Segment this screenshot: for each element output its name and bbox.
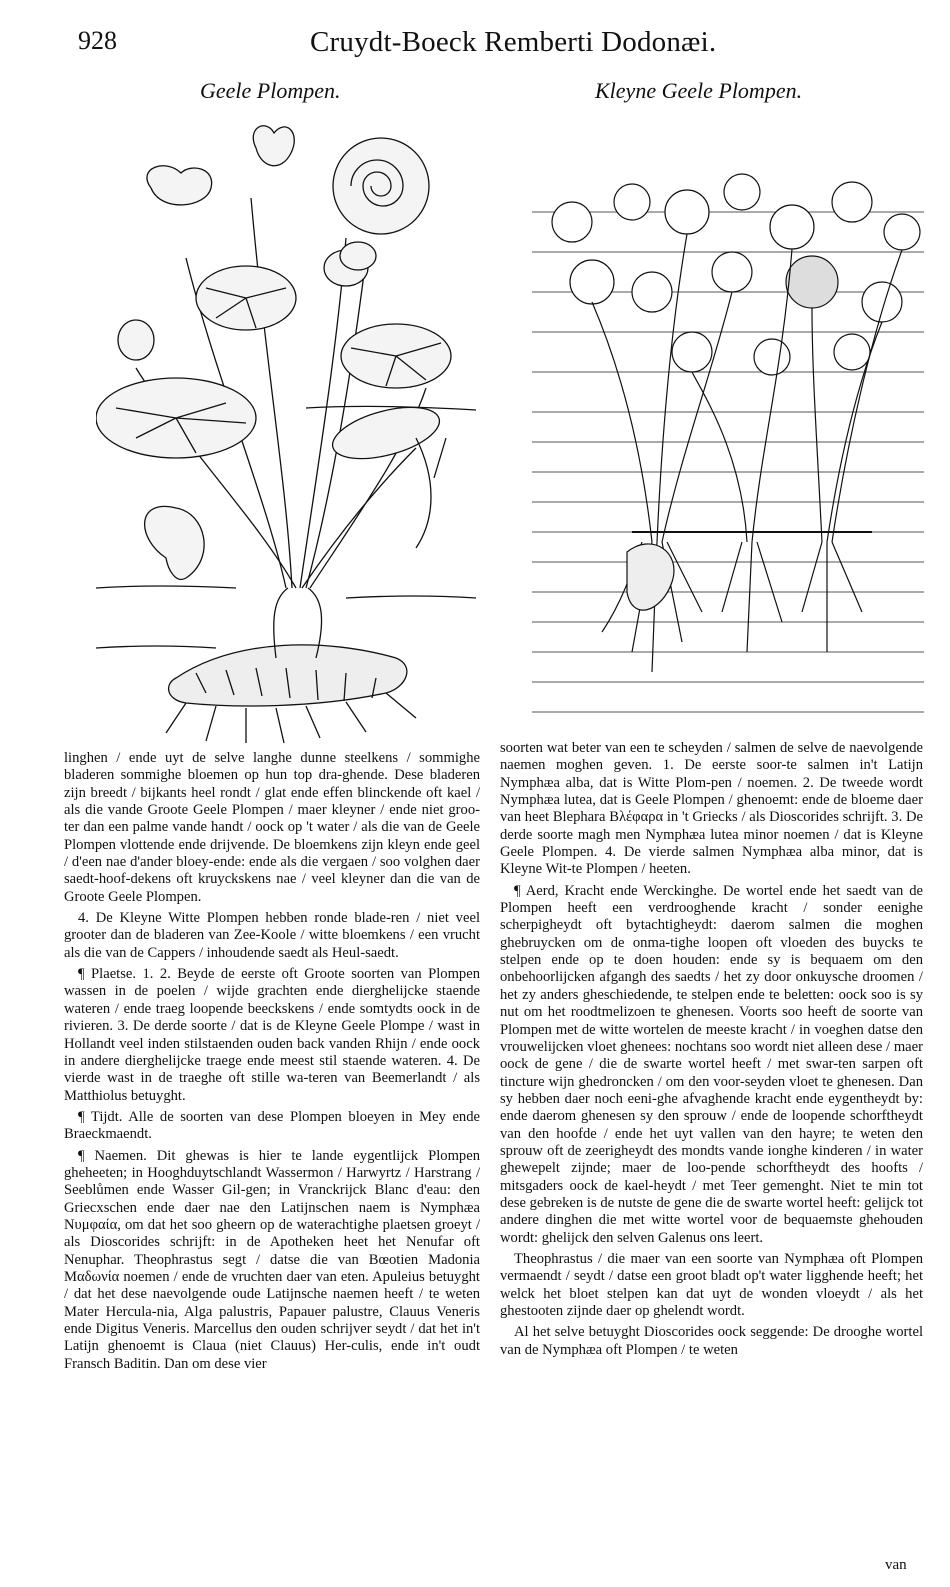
left-text-column	[64, 750, 480, 1377]
left-paragraph: linghen / ende uyt de selve langhe dunne steelkens / sommighe bladeren sommighe bloemen op hun top dra-ghende. Dese bladeren zijn breedt / bijkants heel rondt / glat ende effen blinckende oft kael / als die vande Groote Geele Plompen / maer kleyner / ende niet groo-ter dan een palme vande handt / oock op 't water / als die van de Geele Plompen vlottende ende drijvende. De bloemkens zijn kleyn ende geel / d'een nae d'ander bloey-ende: ende als die vergaen / soo volghen daer saedt-hoof-dekens oft kruyckskens nae / veel kleyner dan die van de Groote Geele Plompen.	[64, 750, 480, 905]
small-yellow-water-lily-illustration	[532, 172, 924, 718]
page-header	[0, 26, 950, 66]
right-paragraph: Al het selve betuyght Dioscorides oock seggende: De drooghe wortel van de Nymphæa oft Plompen / te weten	[500, 1324, 923, 1358]
right-figure-caption: Kleyne Geele Plompen.	[595, 78, 803, 103]
catchword: van	[885, 1557, 907, 1573]
right-paragraph: ¶ Aerd, Kracht ende Werckinghe. De wortel ende het saedt van de Plompen heeft een verdrooghende kracht / sonder eenighe scherpigheydt oft bytachtigheydt: daerom salmen die moghen ghebruycken om de onma-tighe loopen oft vloeden des buycks te stelpen ende op te doen houden: ende sy is bequaem om den onbehoorlijcken afgangh des saedts / het zy door onkuysche droomen / het zy anders gheschiedende, te stelpen ende te beletten: oock soo is sy nut om het roodtmelizoen te ghenesen. Voorts soo heeft de soorte van Plompen met de witte wortelen de meeste kracht / in voeghen datse den vrouwelijcken vloet ghenees: nochtans soo wordt niet alleen dese / maer oock de gene / die de swarte wortel heeft / met swar-ten sarpen oft tincture wijn ghedroncken / om den voor-seyden vloet te ghenesen. Dan sy hebben daer noch eeni-ghe afvaghende kracht ende eygentheydt by: ende daerom ghenesen sy den sprouw / ende de loopende schorftheydt van den hoofde / ende het uyt vallen van den hayre; te weten den sprouw oft de zeerigheydt des mondts vande ionghe kinderen / in water ghewepelt zijnde; maer de loo-pende schorftheydt des hoofts / mitsgaders oock de kael-heydt / met Teer gemenght. Niet te min tot dese gebreken is de nutste de gene die de swarte wortel heeft: gelijck tot andere dinghen die met witte wortel voor de bequaemste ghehouden wordt: ghelijck den selven Galenus ons leert.	[500, 882, 923, 1246]
yellow-water-lily-woodcut	[96, 118, 476, 746]
left-figure-caption: Geele Plompen.	[200, 78, 341, 103]
page-number: 928	[78, 26, 117, 55]
left-paragraph: ¶ Plaetse. 1. 2. Beyde de eerste oft Groote soorten van Plompen wassen in de poelen / wijde grachten ende dierghelijcke staende wateren / ende traeg loopende beeckskens / ende somtydts oock in de rivieren. 3. De derde soorte / dat is de Kleyne Geele Plompe / wast in Hollandt veel inden stilstaenden ouden back vanden Rhijn / ende oock in andere dierghelijcke traege ende meest stil staende wateren. 4. De vierde wast in de traeghe oft stille wa-teren van Beemerlandt / als Matthiolus betuyght.	[64, 966, 480, 1104]
right-text-column	[500, 740, 923, 1363]
right-paragraph: soorten wat beter van een te scheyden / salmen de selve de naevolgende naemen moghen geven. 1. De eerste soor-te salmen in't Latijn Nymphæa alba, dat is Witte Plom-pen / noemen. 2. De tweede wordt Nymphæa lutea, dat is Geele Plompen / ghenoemt: ende de bloeme daer van heet Blephara Βλέφαρα in 't Griecks / als Dioscorides schrijft. 3. De derde soorte magh men Nymphæa lutea minor noemen / dat is Kleyne Geele Plompen. 4. De vierde salmen Nymphæa alba minor, dat is Kleyne Wit-te Plompen / heeten.	[500, 740, 923, 878]
small-yellow-water-lily-woodcut	[532, 172, 924, 718]
left-paragraph: ¶ Naemen. Dit ghewas is hier te lande eygentlijck Plompen gheheeten; in Hooghduytschlandt Wassermon / Harwyrtz / Harstrang / Seeblůmen ende Wasser Gil-gen; in Vranckrijck Blanc d'eau: den Griecxschen ende daer nae den Latijnschen naem is Nymphæa Νυμφαία, om dat het soo gheern op de waterachtighe plaetsen groeyt / als Dioscorides schrijft: in de Apotheken heet het Nenufar oft Nenuphar. Theophrastus segt / datse die van Bœotien Madonia Μαδωνία noemen / ende de vruchten daer van eten. Apuleius betuyght / dat het dese naevolgende oude Latijnsche naemen heeft / te weten Mater Hercula-nia, Alga palustris, Papauer palustre, Clauus Veneris ende Digitus Veneris. Marcellus den ouden schrijver seydt / dat het in't Latijn ghenoemt is Claua (niet Clauus) Her-culis, ende in't oudt Fransch Baditin. Dan om dese vier	[64, 1147, 480, 1372]
left-paragraph: 4. De Kleyne Witte Plompen hebben ronde blade-ren / niet veel grooter dan de bladeren van Zee-Koole / witte bloemkens / een vrucht als die van de Cappers / inhoudende saedt als Heul-saedt.	[64, 910, 480, 961]
running-title: Cruydt-Boeck Remberti Dodonæi.	[310, 26, 717, 58]
yellow-water-lily-illustration	[96, 118, 476, 746]
left-paragraph: ¶ Tijdt. Alle de soorten van dese Plompen bloeyen in Mey ende Braeckmaendt.	[64, 1108, 480, 1143]
right-paragraph: Theophrastus / die maer van een soorte van Nymphæa oft Plompen vermaendt / seydt / datse een groot bladt op't water ligghende heeft; het welck het bloet stelpen kan dat uyt de wonden vloeydt / als het ghestooten zijnde daer op ghelendt wordt.	[500, 1250, 923, 1319]
